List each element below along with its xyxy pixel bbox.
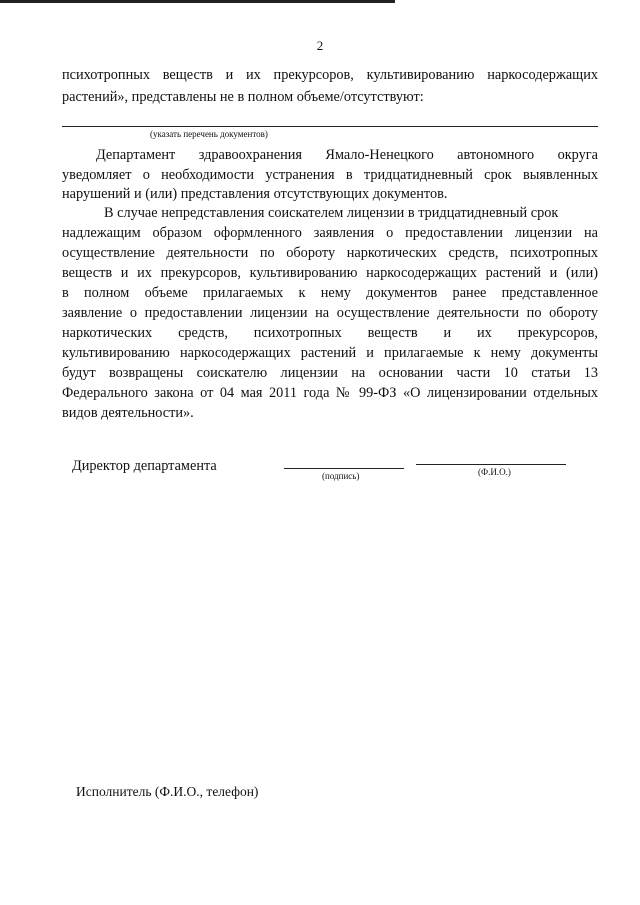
consequence-line-5: в полном объеме прилагаемых к нему документов ранее представленное — [62, 285, 598, 301]
notice-line-1: Департамент здравоохранения Ямало-Ненецкого автономного округа — [96, 147, 598, 163]
consequence-line-2: надлежащим образом оформленного заявления о предоставлении лицензии на — [62, 225, 598, 241]
consequence-line-10: Федерального закона от 04 мая 2011 года № 99-ФЗ «О лицензировании отдельных — [62, 385, 598, 401]
documents-list-blank-line — [62, 126, 598, 127]
consequence-line-4: веществ и их прекурсоров, культивированию наркосодержащих растений и (или) — [62, 265, 598, 281]
consequence-line-7: наркотических средств, психотропных веществ и их прекурсоров, — [62, 325, 598, 341]
intro-line-1: психотропных веществ и их прекурсоров, культивированию наркосодержащих — [62, 67, 598, 83]
page-number: 2 — [316, 38, 324, 53]
documents-list-caption: (указать перечень документов) — [150, 129, 268, 139]
consequence-line-6: заявление о предоставлении лицензии на осуществление деятельности по обороту — [62, 305, 598, 321]
consequence-line-9: будут возвращены соискателю лицензии на основании части 10 статьи 13 — [62, 365, 598, 381]
signature-blank-line — [284, 468, 404, 469]
scan-edge-mark — [0, 0, 395, 3]
consequence-line-11: видов деятельности». — [62, 405, 194, 421]
executor-label: Исполнитель (Ф.И.О., телефон) — [76, 784, 259, 799]
signature-caption: (подпись) — [322, 471, 360, 481]
name-caption: (Ф.И.О.) — [478, 467, 511, 477]
director-position-label: Директор департамента — [72, 458, 217, 474]
notice-line-2: уведомляет о необходимости устранения в тридцатидневный срок выявленных — [62, 167, 598, 183]
notice-line-3: нарушений и (или) представления отсутствующих документов. — [62, 186, 448, 202]
consequence-line-8: культивированию наркосодержащих растений и прилагаемые к нему документы — [62, 345, 598, 361]
consequence-line-3: осуществление деятельности по обороту наркотических средств, психотропных — [62, 245, 598, 261]
intro-line-2: растений», представлены не в полном объеме/отсутствуют: — [62, 89, 424, 105]
name-blank-line — [416, 464, 566, 465]
consequence-line-1: В случае непредставления соискателем лицензии в тридцатидневный срок — [104, 205, 559, 221]
